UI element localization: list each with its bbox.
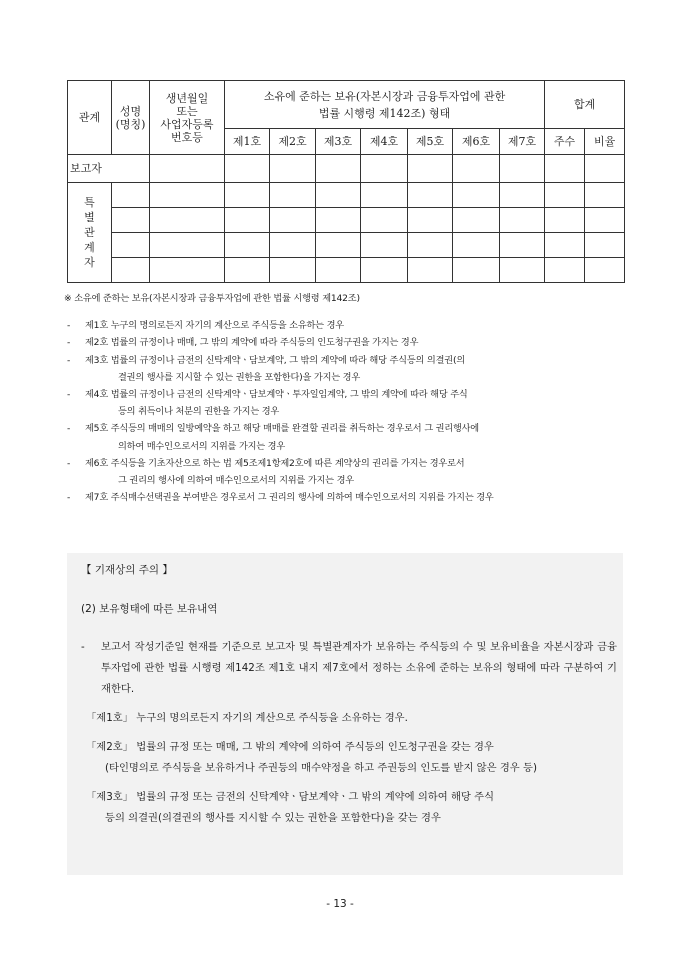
table-cell[interactable] xyxy=(585,208,625,233)
note-item xyxy=(64,334,624,351)
header-ratio: 비율 xyxy=(585,129,625,155)
table-cell[interactable] xyxy=(545,208,585,233)
note-item xyxy=(64,352,624,386)
table-cell[interactable] xyxy=(361,258,408,283)
guidance-item-3 xyxy=(81,787,617,829)
header-shares: 주수 xyxy=(545,129,585,155)
table-cell[interactable] xyxy=(408,155,453,183)
guidance-lead-text: 보고서 작성기준일 현재를 기준으로 보고자 및 특별관계자가 보유하는 주식등의 수 및 보유비율을 자본시장과 금융투자업에 관한 법률 시행령 제142조 제1호 내지 제7호에서 정하는 소유에 준하는 보유의 형태에 따라 구분하여 기재한다. xyxy=(101,641,617,695)
guidance-item-3-text: 「제3호」 법률의 규정 또는 금전의 신탁계약ㆍ담보계약ㆍ그 밖의 계약에 의하여 해당 주식 xyxy=(86,791,495,803)
table-cell[interactable] xyxy=(408,258,453,283)
table-cell[interactable] xyxy=(112,233,150,258)
header-name: 성명 (명칭) xyxy=(112,81,150,155)
table-cell[interactable] xyxy=(150,183,225,208)
table-cell[interactable] xyxy=(112,183,150,208)
note-continuation: 결권의 행사를 지시할 수 있는 권한을 포함한다)을 가지는 경우 xyxy=(118,371,361,383)
note-dash: - xyxy=(67,457,71,469)
table-cell[interactable] xyxy=(225,155,270,183)
note-item xyxy=(64,317,624,334)
table-cell[interactable] xyxy=(545,155,585,183)
table-cell[interactable] xyxy=(500,208,545,233)
table-cell[interactable] xyxy=(453,208,500,233)
table-cell[interactable] xyxy=(225,258,270,283)
guidance-box xyxy=(67,553,623,875)
table-row-special xyxy=(68,208,625,233)
header-item-6: 제6호 xyxy=(453,129,500,155)
header-birth: 생년월일 또는 사업자등록 번호등 xyxy=(150,81,225,155)
guidance-dash: - xyxy=(81,641,85,653)
table-cell[interactable] xyxy=(361,233,408,258)
note-dash: - xyxy=(67,320,71,332)
note-text: 제6호 주식등을 기초자산으로 하는 법 제5조제1항제2호에 따른 계약상의 권리를 가지는 경우로서 xyxy=(85,457,465,469)
note-continuation: 등의 취득이나 처분의 권한을 가지는 경우 xyxy=(118,406,280,418)
table-cell[interactable] xyxy=(150,258,225,283)
note-text: 제1호 누구의 명의로든지 자기의 계산으로 주식등을 소유하는 경우 xyxy=(85,320,344,332)
note-continuation: 의하여 매수인으로서의 지위를 가지는 경우 xyxy=(118,440,286,452)
table-cell[interactable] xyxy=(585,233,625,258)
guidance-item-2 xyxy=(81,737,617,779)
table-cell[interactable] xyxy=(545,183,585,208)
note-item xyxy=(64,455,624,489)
guidance-subtitle: (2) 보유형태에 따른 보유내역 xyxy=(81,603,218,615)
table-cell[interactable] xyxy=(361,183,408,208)
table-cell[interactable] xyxy=(585,155,625,183)
note-dash: - xyxy=(67,337,71,349)
note-dash: - xyxy=(67,492,71,504)
row-label-special: 특 별 관 계 자 xyxy=(68,183,112,283)
holdings-table xyxy=(67,80,625,283)
table-cell[interactable] xyxy=(316,155,361,183)
table-cell[interactable] xyxy=(500,258,545,283)
table-row-special xyxy=(68,233,625,258)
note-dash: - xyxy=(67,423,71,435)
table-cell[interactable] xyxy=(112,208,150,233)
guidance-item-1 xyxy=(81,708,617,729)
table-cell[interactable] xyxy=(500,155,545,183)
guidance-title: 【 기재상의 주의 】 xyxy=(81,564,173,576)
note-text: 제7호 주식매수선택권을 부여받은 경우로서 그 권리의 행사에 의하여 매수인으로서의 지위를 가지는 경우 xyxy=(85,492,494,504)
note-continuation: 그 권리의 행사에 의하여 매수인으로서의 지위를 가지는 경우 xyxy=(118,475,354,487)
holding-type-notes xyxy=(64,290,624,506)
guidance-body xyxy=(81,637,617,829)
guidance-lead xyxy=(81,637,617,700)
header-holding-type: 소유에 준하는 보유(자본시장과 금융투자업에 관한 법률 시행령 제142조) 형태 xyxy=(225,81,545,129)
table-cell[interactable] xyxy=(585,258,625,283)
table-cell[interactable] xyxy=(270,258,316,283)
table-cell[interactable] xyxy=(112,258,150,283)
table-cell[interactable] xyxy=(408,233,453,258)
table-cell[interactable] xyxy=(453,258,500,283)
table-cell[interactable] xyxy=(545,233,585,258)
header-item-4: 제4호 xyxy=(361,129,408,155)
table-cell[interactable] xyxy=(150,208,225,233)
note-item xyxy=(64,420,624,454)
table-cell[interactable] xyxy=(500,233,545,258)
note-item xyxy=(64,386,624,420)
table-row-special xyxy=(68,183,625,208)
header-total: 합계 xyxy=(545,81,625,129)
note-dash: - xyxy=(67,389,71,401)
header-item-7: 제7호 xyxy=(500,129,545,155)
guidance-item-2-continuation: (타인명의로 주식등을 보유하거나 주권등의 매수약정을 하고 주권등의 인도를 받지 않은 경우 등) xyxy=(105,762,537,774)
note-item xyxy=(64,489,624,506)
note-text: 제5호 주식등의 매매의 일방예약을 하고 해당 매매를 완결할 권리를 취득하는 경우로서 그 권리행사에 xyxy=(85,423,479,435)
guidance-item-2-text: 「제2호」 법률의 규정 또는 매매, 그 밖의 계약에 의하여 주식등의 인도청구권을 갖는 경우 xyxy=(86,741,494,753)
table-cell[interactable] xyxy=(453,155,500,183)
note-text: 제2호 법률의 규정이나 매매, 그 밖의 계약에 따라 주식등의 인도청구권을 가지는 경우 xyxy=(85,337,419,349)
row-label-reporter: 보고자 xyxy=(68,155,150,183)
table-cell[interactable] xyxy=(500,183,545,208)
table-cell[interactable] xyxy=(585,183,625,208)
table-cell[interactable] xyxy=(316,208,361,233)
page-number: - 13 - xyxy=(326,898,354,910)
table-cell[interactable] xyxy=(225,183,270,208)
table-cell[interactable] xyxy=(270,233,316,258)
table-cell[interactable] xyxy=(225,233,270,258)
notes-heading: ※ 소유에 준하는 보유(자본시장과 금융투자업에 관한 법률 시행령 제142조) xyxy=(64,293,360,304)
table-cell[interactable] xyxy=(150,233,225,258)
table-row-reporter xyxy=(68,155,625,183)
table-cell[interactable] xyxy=(316,183,361,208)
table-cell[interactable] xyxy=(270,155,316,183)
table-cell[interactable] xyxy=(408,208,453,233)
guidance-item-1-text: 「제1호」 누구의 명의로든지 자기의 계산으로 주식등을 소유하는 경우. xyxy=(86,712,408,724)
table-cell[interactable] xyxy=(150,155,225,183)
header-item-3: 제3호 xyxy=(316,129,361,155)
table-cell[interactable] xyxy=(270,208,316,233)
table-cell[interactable] xyxy=(270,183,316,208)
table-row-special xyxy=(68,258,625,283)
table-cell[interactable] xyxy=(225,208,270,233)
guidance-item-3-continuation: 등의 의결권(의결권의 행사를 지시할 수 있는 권한을 포함한다)을 갖는 경우 xyxy=(105,812,441,824)
header-relation: 관계 xyxy=(68,81,112,155)
note-text: 제4호 법률의 규정이나 금전의 신탁계약ㆍ담보계약ㆍ투자일임계약, 그 밖의 계약에 따라 해당 주식 xyxy=(85,389,468,401)
note-text: 제3호 법률의 규정이나 금전의 신탁계약ㆍ담보계약, 그 밖의 계약에 따라 해당 주식등의 의결권(의 xyxy=(85,354,466,366)
header-item-5: 제5호 xyxy=(408,129,453,155)
table-cell[interactable] xyxy=(361,155,408,183)
table-cell[interactable] xyxy=(408,183,453,208)
note-dash: - xyxy=(67,354,71,366)
table-cell[interactable] xyxy=(361,208,408,233)
header-item-2: 제2호 xyxy=(270,129,316,155)
table-cell[interactable] xyxy=(453,233,500,258)
table-cell[interactable] xyxy=(545,258,585,283)
table-cell[interactable] xyxy=(316,233,361,258)
header-item-1: 제1호 xyxy=(225,129,270,155)
table-cell[interactable] xyxy=(453,183,500,208)
table-cell[interactable] xyxy=(316,258,361,283)
